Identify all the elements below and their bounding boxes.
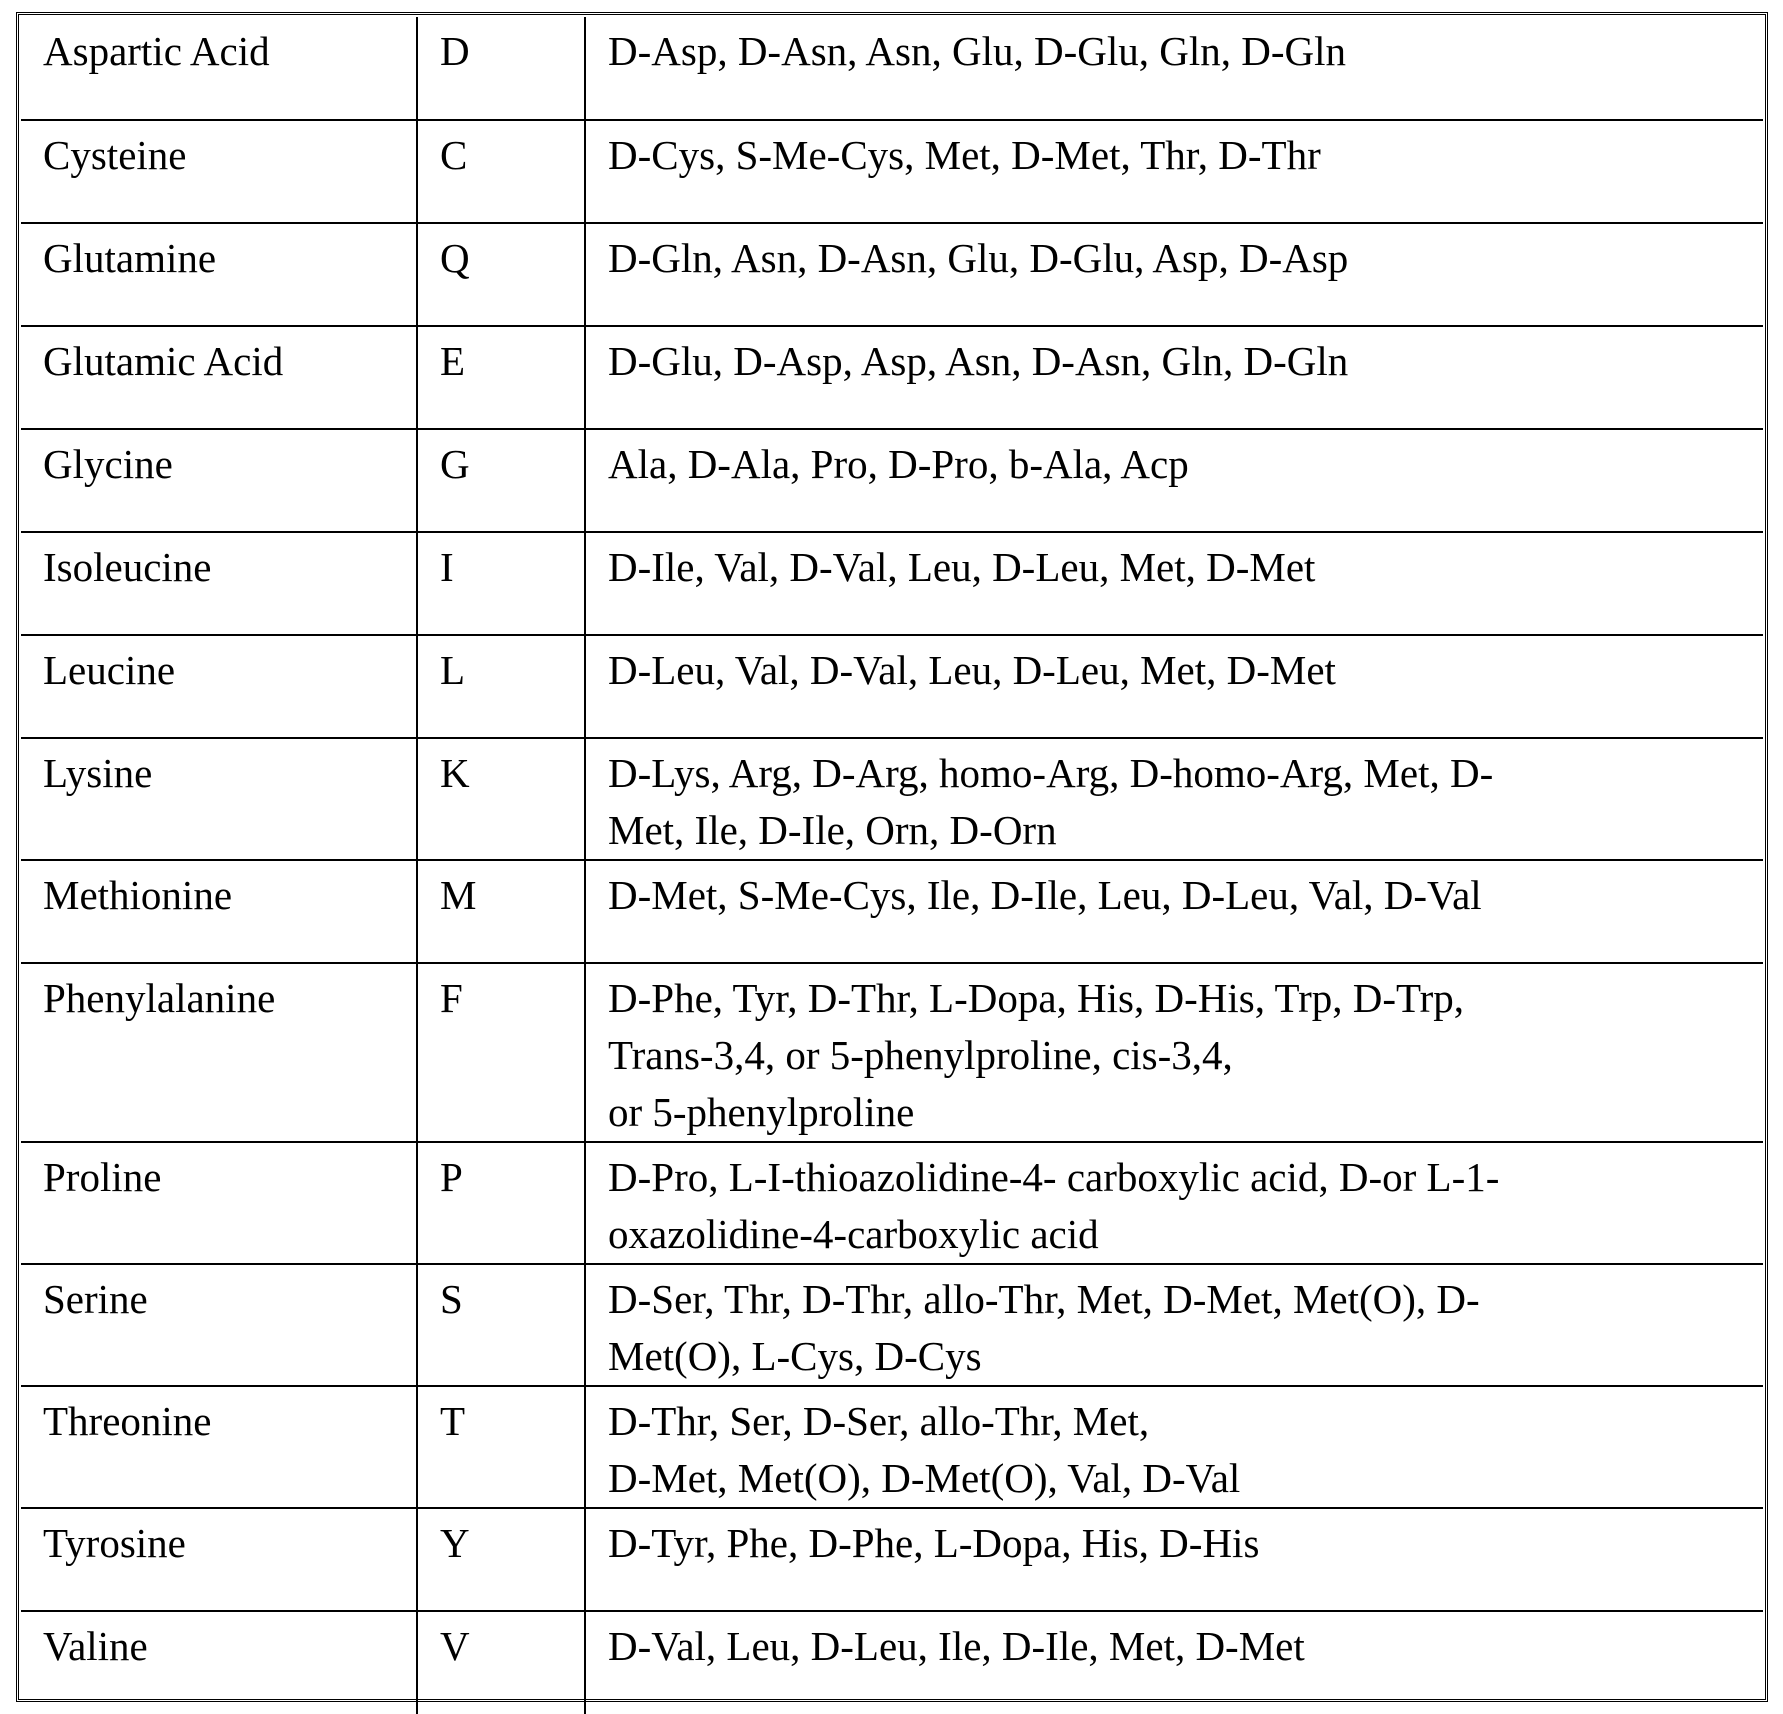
amino-acid-name-cell: Proline bbox=[21, 1142, 417, 1264]
table-row bbox=[21, 17, 1763, 120]
replacements-line: D-Lys, Arg, D-Arg, homo-Arg, D-homo-Arg, Met, D- bbox=[608, 750, 1494, 796]
replacements-line: D-Thr, Ser, D-Ser, allo-Thr, Met, bbox=[608, 1398, 1150, 1444]
table-row bbox=[21, 963, 1763, 1142]
amino-acid-code-cell: G bbox=[417, 429, 585, 532]
replacements-cell: D-Leu, Val, D-Val, Leu, D-Leu, Met, D-Met bbox=[585, 635, 1763, 738]
substitution-table-frame bbox=[16, 12, 1768, 1702]
replacements-line: D-Met, Met(O), D-Met(O), Val, D-Val bbox=[608, 1455, 1241, 1501]
amino-acid-code-cell: E bbox=[417, 326, 585, 429]
replacements-cell bbox=[585, 963, 1763, 1142]
replacements-line: Trans-3,4, or 5-phenylproline, cis-3,4, bbox=[608, 1032, 1233, 1078]
replacements-cell: D-Cys, S-Me-Cys, Met, D-Met, Thr, D-Thr bbox=[585, 120, 1763, 223]
replacements-cell: D-Tyr, Phe, D-Phe, L-Dopa, His, D-His bbox=[585, 1508, 1763, 1611]
amino-acid-code-cell: P bbox=[417, 1142, 585, 1264]
replacements-line: D-Ser, Thr, D-Thr, allo-Thr, Met, D-Met, Met(O), D- bbox=[608, 1276, 1480, 1322]
amino-acid-name-cell: Serine bbox=[21, 1264, 417, 1386]
replacements-cell bbox=[585, 1142, 1763, 1264]
table-row bbox=[21, 223, 1763, 326]
replacements-cell: D-Gln, Asn, D-Asn, Glu, D-Glu, Asp, D-Asp bbox=[585, 223, 1763, 326]
amino-acid-code-cell: F bbox=[417, 963, 585, 1142]
replacements-cell: D-Met, S-Me-Cys, Ile, D-Ile, Leu, D-Leu, Val, D-Val bbox=[585, 860, 1763, 963]
amino-acid-code-cell: S bbox=[417, 1264, 585, 1386]
table-row bbox=[21, 860, 1763, 963]
amino-acid-code-cell: V bbox=[417, 1611, 585, 1714]
amino-acid-name-cell: Phenylalanine bbox=[21, 963, 417, 1142]
table-row bbox=[21, 1386, 1763, 1508]
replacements-cell: Ala, D-Ala, Pro, D-Pro, b-Ala, Acp bbox=[585, 429, 1763, 532]
amino-acid-name-cell: Valine bbox=[21, 1611, 417, 1714]
amino-acid-code-cell: Q bbox=[417, 223, 585, 326]
replacements-line: Met(O), L-Cys, D-Cys bbox=[608, 1333, 982, 1379]
replacements-cell: D-Ile, Val, D-Val, Leu, D-Leu, Met, D-Met bbox=[585, 532, 1763, 635]
table-row bbox=[21, 1611, 1763, 1714]
amino-acid-name-cell: Aspartic Acid bbox=[21, 17, 417, 120]
amino-acid-code-cell: K bbox=[417, 738, 585, 860]
amino-acid-name-cell: Isoleucine bbox=[21, 532, 417, 635]
amino-acid-code-cell: C bbox=[417, 120, 585, 223]
replacements-cell: D-Glu, D-Asp, Asp, Asn, D-Asn, Gln, D-Gln bbox=[585, 326, 1763, 429]
table-row bbox=[21, 635, 1763, 738]
amino-acid-code-cell: Y bbox=[417, 1508, 585, 1611]
replacements-line: D-Pro, L-I-thioazolidine-4- carboxylic acid, D-or L-1- bbox=[608, 1154, 1500, 1200]
amino-acid-name-cell: Glutamine bbox=[21, 223, 417, 326]
amino-acid-name-cell: Tyrosine bbox=[21, 1508, 417, 1611]
table-row bbox=[21, 1264, 1763, 1386]
amino-acid-name-cell: Threonine bbox=[21, 1386, 417, 1508]
table-row bbox=[21, 738, 1763, 860]
table-row bbox=[21, 532, 1763, 635]
table-row bbox=[21, 1508, 1763, 1611]
table-row bbox=[21, 1142, 1763, 1264]
replacements-line: or 5-phenylproline bbox=[608, 1089, 915, 1135]
replacements-line: oxazolidine-4-carboxylic acid bbox=[608, 1211, 1099, 1257]
amino-acid-name-cell: Glutamic Acid bbox=[21, 326, 417, 429]
amino-acid-code-cell: I bbox=[417, 532, 585, 635]
amino-acid-code-cell: M bbox=[417, 860, 585, 963]
replacements-cell: D-Asp, D-Asn, Asn, Glu, D-Glu, Gln, D-Gln bbox=[585, 17, 1763, 120]
replacements-cell bbox=[585, 738, 1763, 860]
table-row bbox=[21, 120, 1763, 223]
amino-acid-name-cell: Cysteine bbox=[21, 120, 417, 223]
amino-acid-name-cell: Methionine bbox=[21, 860, 417, 963]
amino-acid-code-cell: T bbox=[417, 1386, 585, 1508]
table-row bbox=[21, 429, 1763, 532]
amino-acid-code-cell: L bbox=[417, 635, 585, 738]
replacements-cell bbox=[585, 1264, 1763, 1386]
replacements-cell bbox=[585, 1386, 1763, 1508]
amino-acid-name-cell: Leucine bbox=[21, 635, 417, 738]
replacements-line: Met, Ile, D-Ile, Orn, D-Orn bbox=[608, 807, 1057, 853]
amino-acid-code-cell: D bbox=[417, 17, 585, 120]
amino-acid-name-cell: Glycine bbox=[21, 429, 417, 532]
replacements-line: D-Phe, Tyr, D-Thr, L-Dopa, His, D-His, Trp, D-Trp, bbox=[608, 975, 1464, 1021]
table-row bbox=[21, 326, 1763, 429]
amino-acid-name-cell: Lysine bbox=[21, 738, 417, 860]
replacements-cell: D-Val, Leu, D-Leu, Ile, D-Ile, Met, D-Met bbox=[585, 1611, 1763, 1714]
amino-acid-substitution-table bbox=[21, 17, 1763, 1714]
